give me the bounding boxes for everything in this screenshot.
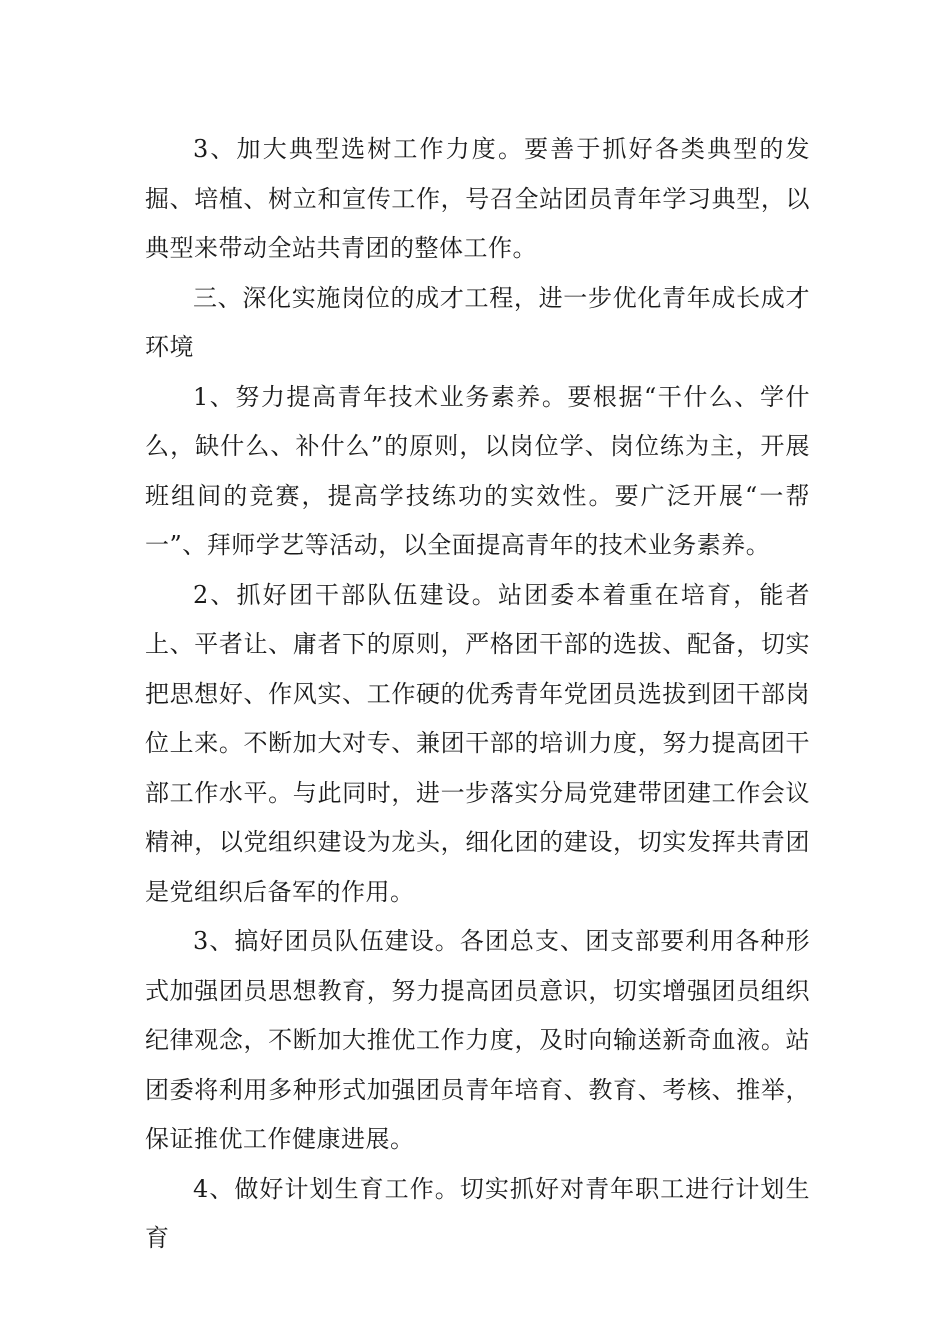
paragraph-cadre-team: 2、抓好团干部队伍建设。站团委本着重在培育，能者上、平者让、庸者下的原则，严格团干部的选拔、配备，切实把思想好、作风实、工作硬的优秀青年党团员选拔到团干部岗位上来。不断加大对专、兼团干部的培训力度，努力提高团干部工作水平。与此同时，进一步落实分局党建带团建工作会议精神，以党组织建设为龙头，细化团的建设，切实发挥共青团是党组织后备军的作用。: [145, 580, 810, 906]
paragraph-family-planning: 4、做好计划生育工作。切实抓好对青年职工进行计划生育: [145, 1174, 810, 1252]
document-page: [145, 125, 810, 1264]
paragraph-technical-skills: 1、努力提高青年技术业务素养。要根据“干什么、学什么，缺什么、补什么”的原则，以岗位学、岗位练为主，开展班组间的竞赛，提高学技练功的实效性。要广泛开展“一帮一”、拜师学艺等活动，以全面提高青年的技术业务素养。: [145, 382, 810, 559]
paragraph-typical-models: 3、加大典型选树工作力度。要善于抓好各类典型的发掘、培植、树立和宣传工作，号召全站团员青年学习典型，以典型来带动全站共青团的整体工作。: [145, 135, 810, 262]
paragraph-member-team: 3、搞好团员队伍建设。各团总支、团支部要利用各种形式加强团员思想教育，努力提高团员意识，切实增强团员组织纪律观念，不断加大推优工作力度，及时向输送新奇血液。站团委将利用多种形式加强团员青年培育、教育、考核、推举，保证推优工作健康进展。: [145, 927, 810, 1153]
section-heading-talent-project: 三、深化实施岗位的成才工程，进一步优化青年成长成才环境: [145, 283, 810, 361]
